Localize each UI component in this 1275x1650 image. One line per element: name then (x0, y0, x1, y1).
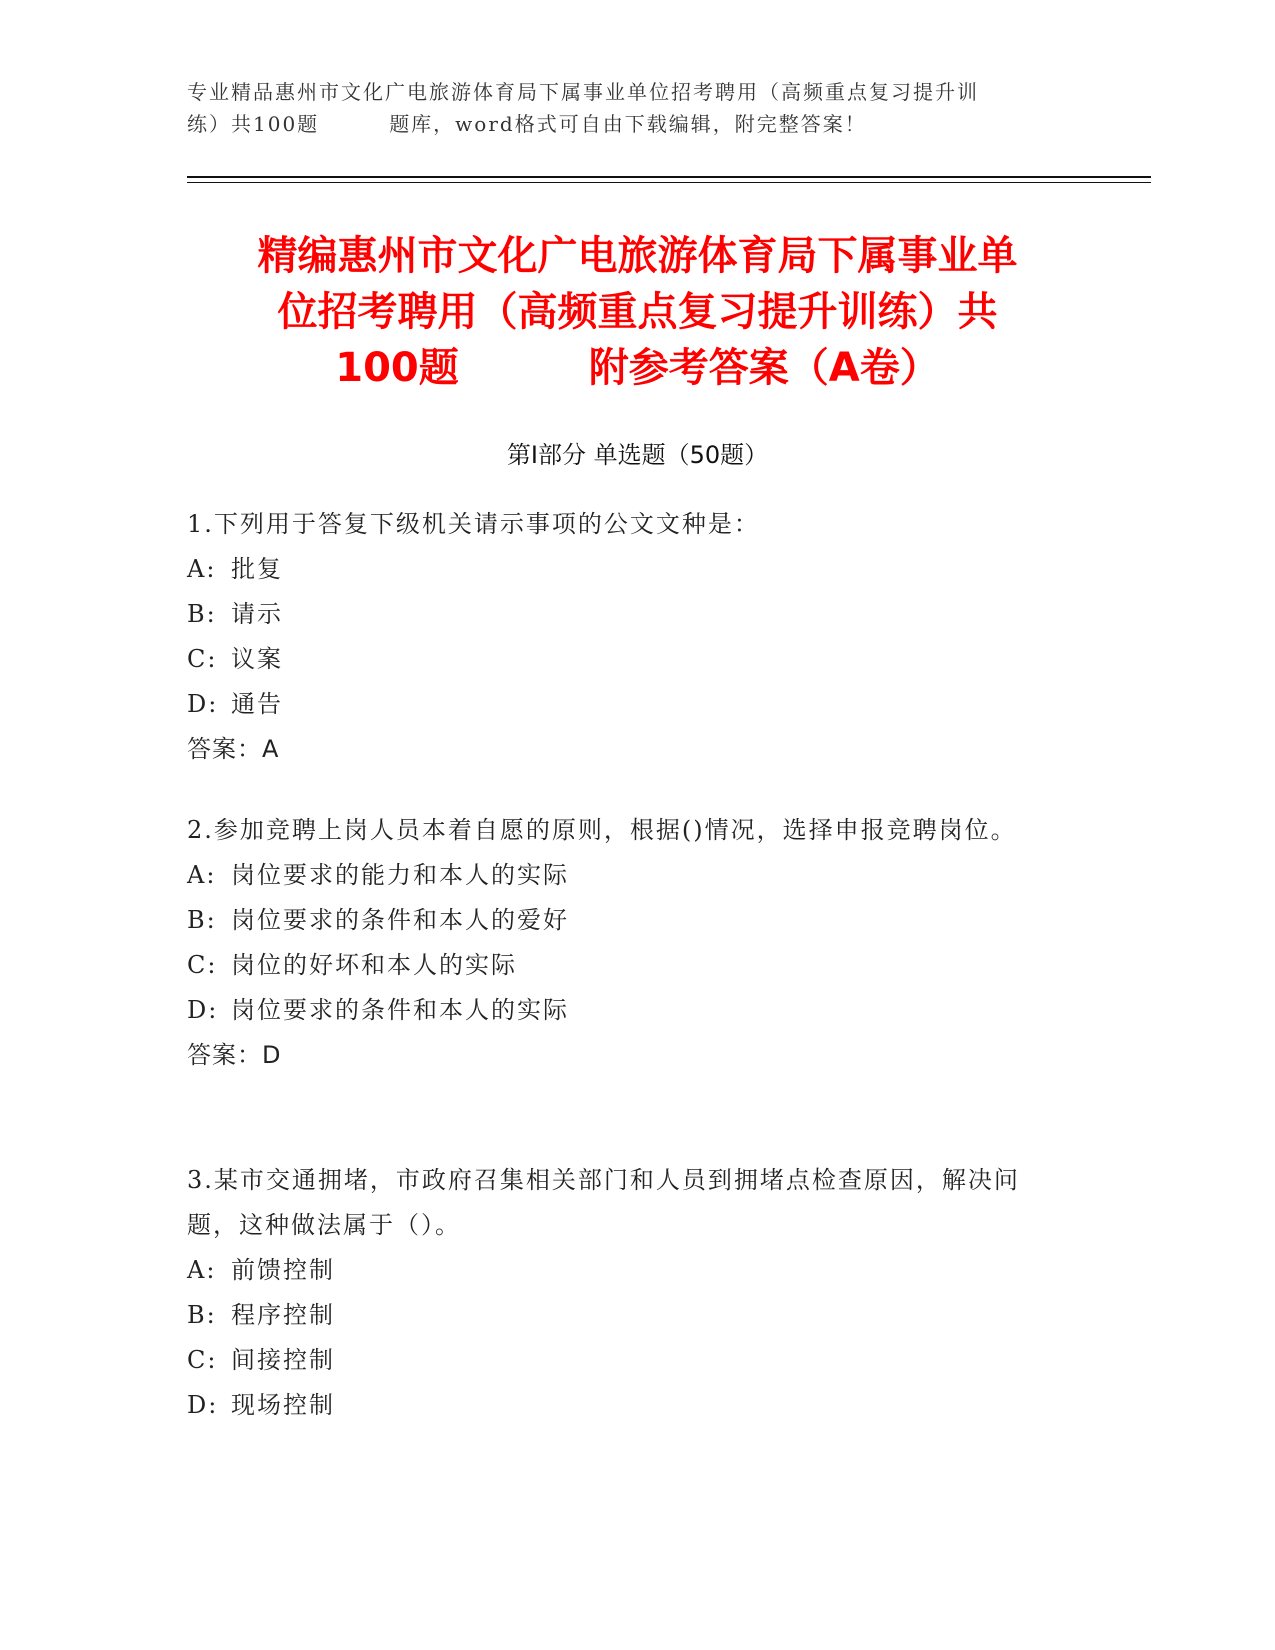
option-text: 批复 (231, 555, 283, 583)
option-key: B: (187, 1301, 217, 1329)
title-line-3 (150, 340, 1125, 396)
option-text: 请示 (231, 600, 283, 628)
option-key: B: (187, 906, 217, 934)
option-b (187, 898, 1067, 943)
document-header (187, 76, 1087, 140)
option-b (187, 1293, 1067, 1338)
option-text: 间接控制 (231, 1346, 335, 1374)
option-text: 岗位要求的条件和本人的实际 (231, 996, 569, 1024)
option-key: A: (187, 555, 217, 583)
header-rule-thin (187, 182, 1151, 183)
option-text: 通告 (231, 690, 283, 718)
option-key: C: (187, 645, 218, 673)
title-line-3-end: 附参考答案（A卷） (588, 345, 940, 391)
question-text: 1.下列用于答复下级机关请示事项的公文文种是： (187, 510, 760, 538)
option-a (187, 853, 1067, 898)
option-key: D: (187, 1391, 219, 1419)
question-text: 2.参加竞聘上岗人员本着自愿的原则，根据()情况，选择申报竞聘岗位。 (187, 816, 1017, 844)
option-b (187, 592, 1067, 637)
header-rule-thick (187, 176, 1151, 178)
header-line-1: 专业精品惠州市文化广电旅游体育局下属事业单位招考聘用（高频重点复习提升训 (187, 80, 979, 104)
option-text: 岗位的好坏和本人的实际 (231, 951, 517, 979)
option-text: 现场控制 (231, 1391, 335, 1419)
option-a (187, 1248, 1067, 1293)
option-d (187, 1383, 1067, 1428)
header-line-2 (187, 108, 1087, 140)
option-c (187, 637, 1067, 682)
question-text: 3.某市交通拥堵，市政府召集相关部门和人员到拥堵点检查原因，解决问题，这种做法属于（）。 (187, 1166, 1020, 1239)
question-2 (187, 808, 1067, 1078)
option-key: B: (187, 600, 217, 628)
option-key: A: (187, 861, 217, 889)
option-key: A: (187, 1256, 217, 1284)
question-3 (187, 1158, 1067, 1428)
title-line-2: 位招考聘用（高频重点复习提升训练）共 (277, 289, 998, 335)
option-key: D: (187, 690, 219, 718)
option-key: D: (187, 996, 219, 1024)
option-text: 岗位要求的条件和本人的爱好 (231, 906, 569, 934)
header-line-2-end: 题库，word格式可自由下载编辑，附完整答案！ (389, 112, 867, 136)
option-d (187, 988, 1067, 1033)
option-c (187, 1338, 1067, 1383)
header-line-2-start: 练）共100题 (187, 112, 320, 136)
option-text: 前馈控制 (231, 1256, 335, 1284)
option-key: C: (187, 1346, 218, 1374)
option-a (187, 547, 1067, 592)
answer-line: 答案：D (187, 1041, 282, 1069)
question-1 (187, 502, 1067, 772)
title-line-3-start: 100题 (335, 345, 459, 391)
option-key: C: (187, 951, 218, 979)
section-heading: 第Ⅰ部分 单选题（50题） (506, 441, 769, 469)
option-d (187, 682, 1067, 727)
document-title (150, 228, 1125, 396)
option-text: 程序控制 (231, 1301, 335, 1329)
answer-line: 答案：A (187, 735, 280, 763)
option-text: 议案 (231, 645, 283, 673)
title-line-1: 精编惠州市文化广电旅游体育局下属事业单 (257, 233, 1018, 279)
option-c (187, 943, 1067, 988)
option-text: 岗位要求的能力和本人的实际 (231, 861, 569, 889)
